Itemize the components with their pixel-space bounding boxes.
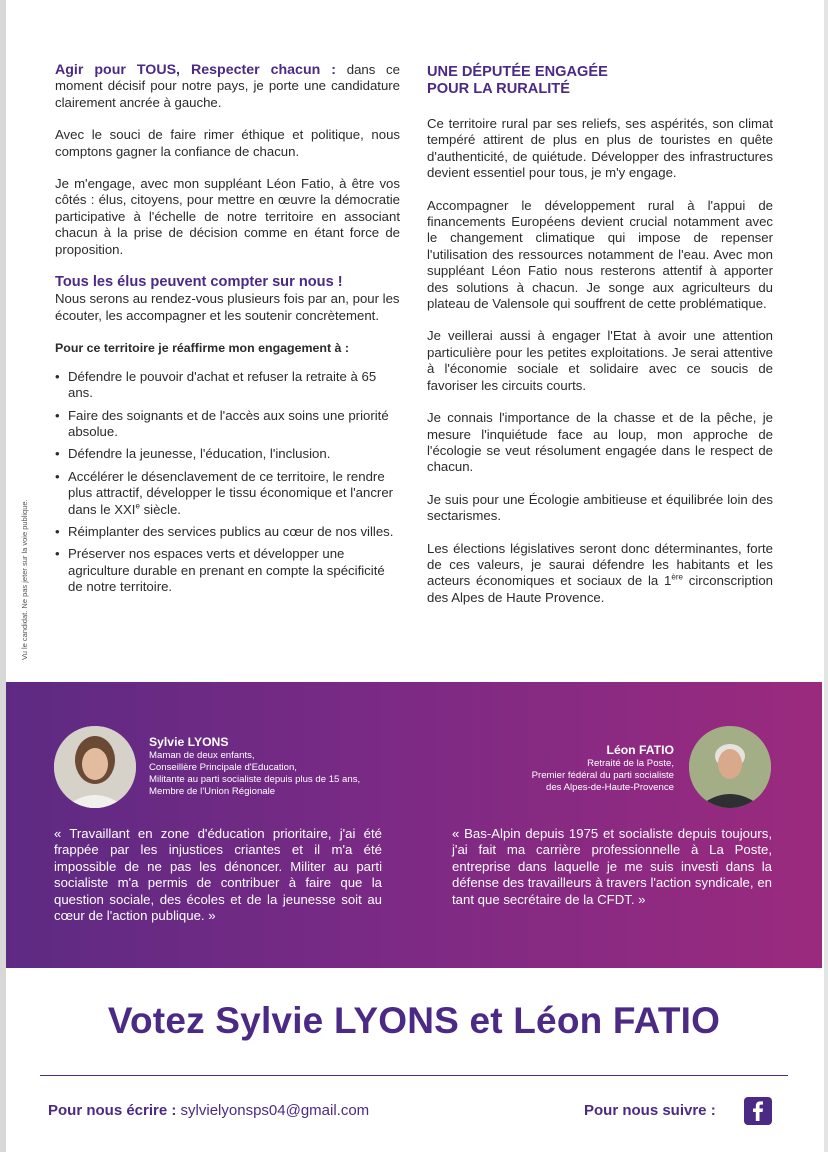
candidate-name: Sylvie LYONS	[149, 735, 229, 749]
elections-text: Les élections législatives seront donc déterminantes, forte de ces valeurs, je saurai défendre les habitants et les acteurs économiques et sociaux de la 1	[427, 540, 773, 589]
paragraph-elections	[427, 541, 773, 607]
follow-label: Pour nous suivre :	[584, 1102, 716, 1119]
right-column	[427, 64, 773, 622]
substitute-name: Léon FATIO	[606, 743, 674, 757]
bio-line: Militante au parti socialiste depuis plus de 15 ans,	[149, 774, 361, 785]
page-edge-right	[824, 0, 828, 1152]
portrait-woman-icon	[54, 726, 136, 808]
heading-elected-officials: Tous les élus peuvent compter sur nous !	[55, 274, 343, 291]
paragraph-small-farms: Je veillerai aussi à engager l'Etat à avoir une attention particulière pour les petites exploitations. Je serai attentive à l'économie sociale et solidaire avec ce soucis de favoriser les circuits courts.	[427, 328, 773, 393]
left-column	[55, 62, 400, 602]
list-item: • Réimplanter des services publics au cœur de nos villes.	[55, 524, 400, 540]
list-item: • Défendre la jeunesse, l'éducation, l'inclusion.	[55, 446, 400, 462]
quote-leon: « Bas-Alpin depuis 1975 et socialiste depuis toujours, j'ai fait ma carrière professionnelle à La Poste, entreprise dans laquelle je me suis investi dans la défense des travailleurs à travers l'action syndicale, en tant que secrétaire de la CFDT. »	[452, 826, 772, 907]
elections-after: circonscription des Alpes de Haute Provence.	[427, 573, 774, 605]
intro-text: dans ce moment décisif pour notre pays, je porte une candidature clairement ancrée à gauche.	[55, 62, 400, 110]
portrait-man-icon	[689, 726, 771, 808]
bio-line: Conseillère Principale d'Education,	[149, 762, 297, 773]
bullet-xxi-sup: e	[135, 501, 140, 511]
bio-line: Maman de deux enfants,	[149, 750, 255, 761]
heading-rurality-line2: POUR LA RURALITÉ	[427, 81, 570, 97]
intro-bold: Agir pour TOUS, Respecter chacun :	[55, 62, 337, 78]
write-label: Pour nous écrire :	[48, 1102, 177, 1119]
paragraph-hunting-fishing: Je connais l'importance de la chasse et de la pêche, je mesure l'inquiétude face au loup, mon approche de l'écologie se veut résolument engagée dans le respect de chacun.	[427, 410, 773, 475]
facebook-glyph-icon	[744, 1097, 772, 1125]
subheading-engagement: Pour ce territoire je réaffirme mon engagement à :	[55, 341, 350, 356]
paragraph-meetings: Nous serons au rendez-vous plusieurs fois par an, pour les écouter, les accompagner et les soutenir concrètement.	[55, 291, 400, 323]
bio-sylvie	[149, 734, 360, 798]
list-item: • Préserver nos espaces verts et développer une agriculture durable en prenant en compte la spécificité de notre territoire.	[55, 546, 400, 595]
divider	[40, 1075, 788, 1076]
vote-title: Votez Sylvie LYONS et Léon FATIO	[107, 1000, 721, 1041]
quote-sylvie: « Travaillant en zone d'éducation prioritaire, j'ai été frappée par les injustices criantes et il m'a été impossible de ne pas les dénoncer. Militer au parti socialiste m'a permis de contribuer à faire que la question sociale, des écoles et de la jeunesse soit au cœur de l'action publique. »	[54, 826, 382, 924]
bio-line: Membre de l'Union Régionale	[149, 786, 276, 797]
elections-sup: ère	[671, 572, 683, 582]
bio-leon	[532, 742, 674, 794]
bio-line: des Alpes-de-Haute-Provence	[546, 782, 674, 793]
paragraph-rural-territory: Ce territoire rural par ses reliefs, ses aspérités, son climat tempéré attirent de plus en plus de touristes en quête d'authenticité, de quiétude. Développer des infrastructures devient essentiel pour tous, je m'y engage.	[427, 116, 773, 181]
engagement-list	[55, 369, 400, 596]
contact-write	[48, 1102, 369, 1119]
bio-line: Retraité de la Poste,	[587, 758, 674, 769]
list-item: • Faire des soignants et de l'accès aux soins une priorité absolue.	[55, 408, 400, 441]
bio-line: Premier fédéral du parti socialiste	[531, 770, 674, 781]
vertical-legal-note: Vu le candidat. Ne pas jeter sur la voie publique.	[20, 499, 29, 660]
paragraph-ethics: Avec le souci de faire rimer éthique et politique, nous comptons gagner la confiance de chacun.	[55, 127, 400, 159]
avatar-leon	[689, 726, 771, 808]
paragraph-european-funding: Accompagner le développement rural à l'appui de financements Européens devient crucial notamment avec le changement climatique qui impose de repenser l'utilisation des ressources notamment de l'eau. Avec mon suppléant Léon Fatio nous resterons attentif à apporter des solutions à chacun. Je songe aux agriculteurs du plateau de Valensole qui souffrent de cette problématique.	[427, 197, 773, 312]
email-link[interactable]: sylvielyonsps04@gmail.com	[180, 1102, 370, 1119]
avatar-sylvie	[54, 726, 136, 808]
page-edge-left	[0, 0, 6, 1152]
paragraph-ecology: Je suis pour une Écologie ambitieuse et équilibrée loin des sectarismes.	[427, 491, 773, 524]
heading-rurality-line1: UNE DÉPUTÉE ENGAGÉE	[427, 64, 608, 80]
list-item	[55, 469, 400, 518]
candidates-band	[6, 682, 822, 968]
bullet-xxi-after: siècle.	[139, 501, 181, 517]
intro-paragraph	[55, 62, 400, 111]
facebook-icon[interactable]	[744, 1097, 772, 1125]
paragraph-commitment: Je m'engage, avec mon suppléant Léon Fatio, à être vos côtés : élus, citoyens, pour mettre en œuvre la démocratie participative à l'échelle de notre territoire en associant chacun à la prise de décision comme en étant force de proposition.	[55, 176, 400, 257]
list-item: • Défendre le pouvoir d'achat et refuser la retraite à 65 ans.	[55, 369, 400, 402]
heading-rurality	[427, 64, 773, 98]
bullet-xxi-text: Accélérer le désenclavement de ce territoire, le rendre plus attractif, développer le tissu économique et l'ancrer dans le XXI	[68, 468, 394, 517]
